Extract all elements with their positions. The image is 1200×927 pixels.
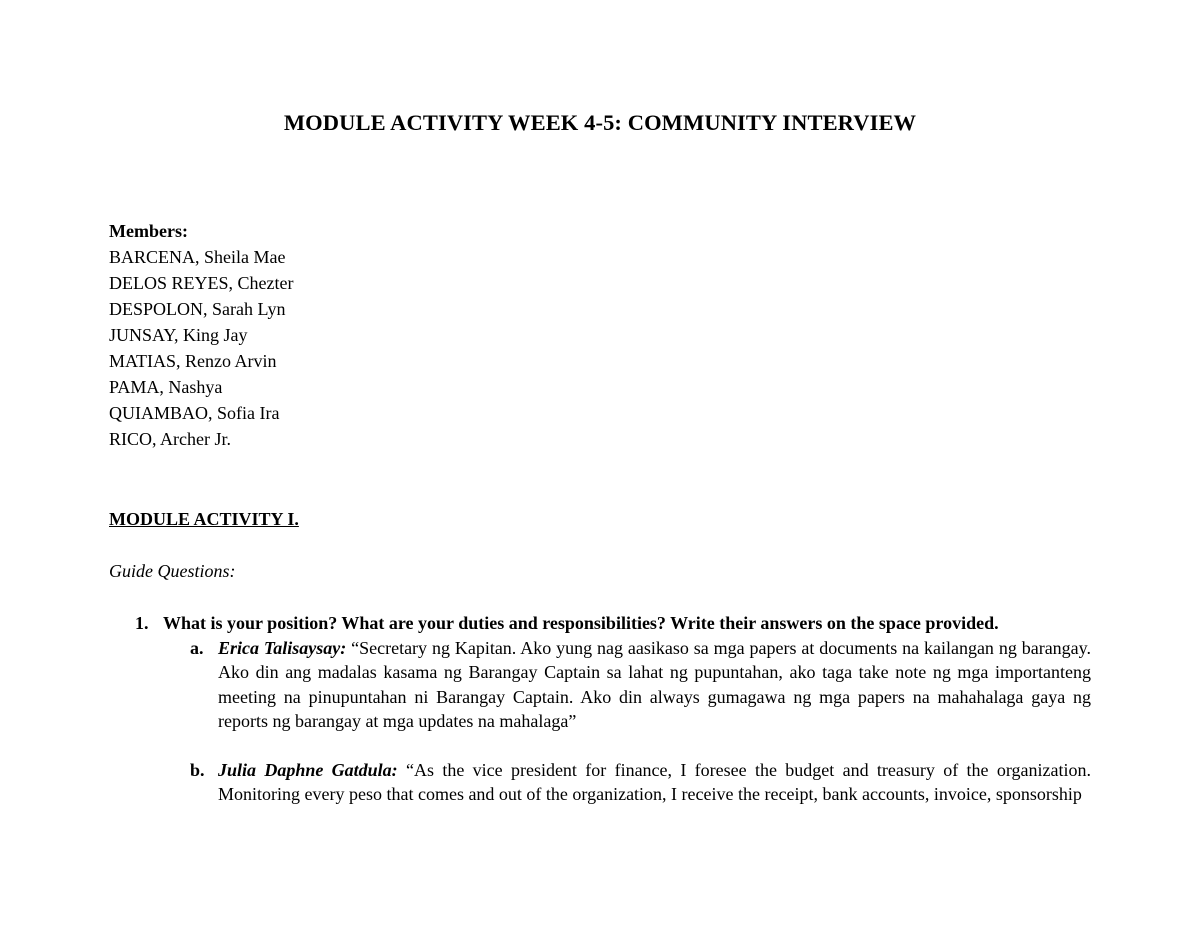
question-item <box>135 610 999 636</box>
answer-item <box>190 636 1091 733</box>
member-item: DELOS REYES, Chezter <box>109 273 294 293</box>
member-item: PAMA, Nashya <box>109 377 223 397</box>
member-item: QUIAMBAO, Sofia Ira <box>109 403 280 423</box>
respondent-name: Erica Talisaysay: <box>218 638 347 658</box>
member-item: DESPOLON, Sarah Lyn <box>109 299 286 319</box>
member-item: JUNSAY, King Jay <box>109 325 248 345</box>
members-list <box>109 218 293 452</box>
respondent-name: Julia Daphne Gatdula: <box>218 760 398 780</box>
member-item: RICO, Archer Jr. <box>109 429 231 449</box>
question-text: What is your position? What are your duties and responsibilities? Write their answers on the space provided. <box>163 613 999 633</box>
question-number: 1. <box>135 613 149 633</box>
section-heading: MODULE ACTIVITY I. <box>109 509 299 529</box>
document-title: MODULE ACTIVITY WEEK 4-5: COMMUNITY INTERVIEW <box>283 110 917 135</box>
answer-item <box>190 758 1091 807</box>
answer-text: “Secretary ng Kapitan. Ako yung nag aasikaso sa mga papers at documents na kailangan ng barangay. Ako din ang madalas kasama ng Barangay Captain sa lahat ng pupuntahan, ako taga take note ng mga importanteng meeting na pinupuntahan ni Barangay Captain. Ako din always gumagawa ng mga papers na mahahalaga gaya ng reports ng barangay at mga updates na mahalaga” <box>218 638 1091 731</box>
member-item: MATIAS, Renzo Arvin <box>109 351 277 371</box>
answer-text: “As the vice president for finance, I foresee the budget and treasury of the organization. Monitoring every peso that comes and out of the organization, I receive the receipt, bank accounts, invoice, sponsorship <box>218 760 1091 805</box>
answer-marker: a. <box>190 638 204 658</box>
member-item: BARCENA, Sheila Mae <box>109 247 286 267</box>
answer-marker: b. <box>190 760 205 780</box>
members-label: Members: <box>109 221 188 241</box>
guide-questions-label: Guide Questions: <box>109 561 236 581</box>
